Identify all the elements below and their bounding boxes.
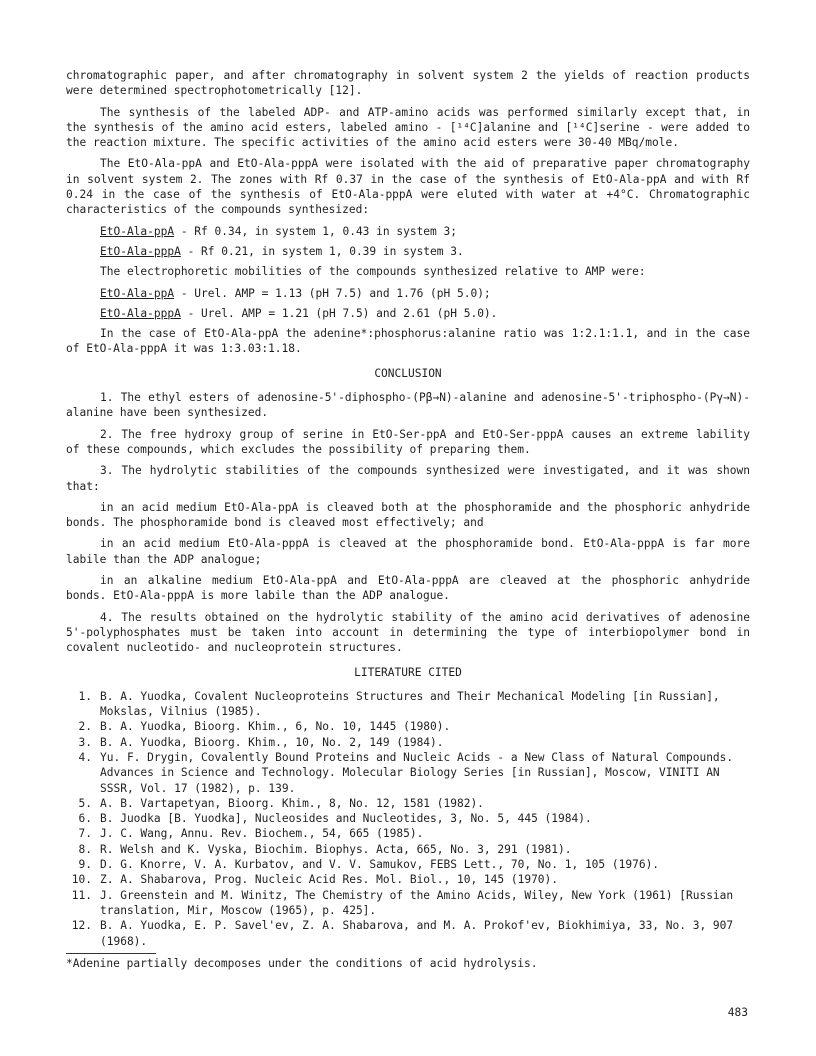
paragraph-isolation: The EtO-Ala-ppA and EtO-Ala-pppA were isolated with the aid of preparative paper chromatography in solvent system 2. The zones with Rf 0.37 in the case of the synthesis of EtO-Ala-ppA and with Rf 0.24 in the case of the synthesis of EtO-Ala-pppA were eluted with water at +4°C. Chromatographic characteristics of the compounds synthesized: bbox=[66, 157, 750, 217]
reference-item bbox=[66, 719, 750, 734]
reference-number: 2. bbox=[78, 720, 92, 734]
paragraph-labeled-synthesis: The synthesis of the labeled ADP- and ATP-amino acids was performed similarly except that, in the synthesis of the amino acid esters, labeled amino - [¹⁴C]alanine and [¹⁴C]serine - were added to the reaction mixture. The specific activities of the amino acid esters were 30-40 MBq/mole. bbox=[66, 105, 750, 150]
mobility-values: - Urel. AMP = 1.21 (pH 7.5) and 2.61 (pH 5.0). bbox=[180, 306, 498, 320]
conclusion-item: 1. The ethyl esters of adenosine-5'-diphospho-(Pβ→N)-alanine and adenosine-5'-triphospho-(Pγ→N)-alanine have been synthesized. bbox=[66, 391, 750, 420]
mobility-values: - Urel. AMP = 1.13 (pH 7.5) and 1.76 (pH 5.0); bbox=[174, 286, 491, 300]
reference-item bbox=[66, 918, 750, 949]
compound-name: EtO-Ala-ppA bbox=[100, 286, 175, 300]
rf-line-pppa bbox=[100, 244, 750, 259]
reference-text: B. A. Yuodka, Bioorg. Khim., 6, No. 10, 1445 (1980). bbox=[100, 720, 451, 734]
conclusion-item: in an alkaline medium EtO-Ala-ppA and EtO-Ala-pppA are cleaved at the phosphoric anhydride bonds. EtO-Ala-pppA is more labile than the ADP analogue. bbox=[66, 574, 750, 603]
conclusion-item: 2. The free hydroxy group of serine in EtO-Ser-ppA and EtO-Ser-pppA causes an extreme lability of these compounds, which excludes the possibility of preparing them. bbox=[66, 427, 750, 456]
footnote: *Adenine partially decomposes under the conditions of acid hydrolysis. bbox=[66, 956, 538, 970]
conclusion-item: in an acid medium EtO-Ala-ppA is cleaved both at the phosphoramide and the phosphoric anhydride bonds. The phosphoramide bond is cleaved most effectively; and bbox=[66, 500, 750, 530]
reference-number: 10. bbox=[71, 873, 92, 887]
compound-name: EtO-Ala-pppA bbox=[100, 244, 181, 258]
page-number: 483 bbox=[727, 1006, 748, 1019]
reference-text: A. B. Vartapetyan, Bioorg. Khim., 8, No. 12, 1581 (1982). bbox=[100, 796, 484, 810]
reference-text: B. A. Yuodka, Covalent Nucleoproteins Structures and Their Mechanical Modeling [in Russian], Mokslas, Vilnius (1985). bbox=[100, 689, 720, 719]
footnote-divider bbox=[66, 953, 156, 954]
reference-number: 5. bbox=[78, 796, 92, 810]
reference-item bbox=[66, 888, 750, 919]
reference-item bbox=[66, 826, 750, 841]
reference-item bbox=[66, 872, 750, 887]
paragraph-continued: chromatographic paper, and after chromatography in solvent system 2 the yields of reaction products were determined spectrophotometrically [12]. bbox=[66, 69, 750, 98]
conclusion-heading: CONCLUSION bbox=[374, 366, 442, 380]
reference-item bbox=[66, 689, 750, 720]
reference-item bbox=[66, 735, 750, 750]
reference-number: 7. bbox=[78, 827, 92, 841]
reference-text: B. Juodka [B. Yuodka], Nucleosides and Nucleotides, 3, No. 5, 445 (1984). bbox=[100, 812, 592, 826]
reference-text: B. A. Yuodka, E. P. Savel'ev, Z. A. Shabarova, and M. A. Prokof'ev, Biokhimiya, 33, No. 3, 907 (1968). bbox=[100, 919, 734, 948]
paragraph-electrophoresis: The electrophoretic mobilities of the compounds synthesized relative to AMP were: bbox=[100, 265, 646, 279]
paragraph-ratio: In the case of EtO-Ala-ppA the adenine*:phosphorus:alanine ratio was 1:2.1:1.1, and in the case of EtO-Ala-pppA it was 1:3.03:1.18. bbox=[66, 327, 750, 356]
reference-number: 8. bbox=[78, 842, 92, 856]
conclusion-item: 3. The hydrolytic stabilities of the compounds synthesized were investigated, and it was shown that: bbox=[66, 464, 750, 493]
page-body bbox=[66, 68, 750, 971]
rf-values: - Rf 0.21, in system 1, 0.39 in system 3. bbox=[180, 244, 464, 258]
reference-number: 4. bbox=[78, 750, 92, 764]
mobility-line-pppa bbox=[100, 306, 750, 321]
reference-text: D. G. Knorre, V. A. Kurbatov, and V. V. Samukov, FEBS Lett., 70, No. 1, 105 (1976). bbox=[100, 858, 660, 872]
reference-item bbox=[66, 857, 750, 872]
compound-name: EtO-Ala-ppA bbox=[100, 224, 175, 238]
reference-item bbox=[66, 796, 750, 811]
reference-item bbox=[66, 842, 750, 857]
reference-number: 12. bbox=[71, 919, 92, 933]
reference-text: B. A. Yuodka, Bioorg. Khim., 10, No. 2, 149 (1984). bbox=[100, 735, 444, 749]
reference-text: Z. A. Shabarova, Prog. Nucleic Acid Res. Mol. Biol., 10, 145 (1970). bbox=[100, 873, 559, 887]
reference-list bbox=[66, 689, 750, 949]
reference-text: J. C. Wang, Annu. Rev. Biochem., 54, 665 (1985). bbox=[100, 827, 424, 841]
reference-number: 3. bbox=[78, 735, 92, 749]
conclusion-item: in an acid medium EtO-Ala-pppA is cleaved at the phosphoramide bond. EtO-Ala-pppA is far more labile than the ADP analogue; bbox=[66, 537, 750, 566]
reference-number: 6. bbox=[78, 812, 92, 826]
rf-values: - Rf 0.34, in system 1, 0.43 in system 3; bbox=[174, 224, 457, 238]
reference-item bbox=[66, 811, 750, 826]
reference-text: R. Welsh and K. Vyska, Biochim. Biophys. Acta, 665, No. 3, 291 (1981). bbox=[100, 842, 572, 856]
rf-line-ppa bbox=[100, 224, 750, 239]
reference-number: 1. bbox=[78, 689, 92, 703]
compound-name: EtO-Ala-pppA bbox=[100, 306, 181, 320]
reference-text: Yu. F. Drygin, Covalently Bound Proteins and Nucleic Acids - a New Class of Natural Compounds. Advances in Science and Technology. Molecular Biology Series [in Russian], Moscow, VINITI AN SSSR, Vol. 17 (1982), p. 139. bbox=[100, 750, 734, 795]
reference-number: 11. bbox=[71, 888, 92, 902]
conclusion-item: 4. The results obtained on the hydrolytic stability of the amino acid derivatives of adenosine 5'-polyphosphates must be taken into account in determining the type of interbiopolymer bond in covalent nucleotido- and nucleoprotein structures. bbox=[66, 610, 750, 655]
mobility-line-ppa bbox=[100, 286, 750, 301]
reference-text: J. Greenstein and M. Winitz, The Chemistry of the Amino Acids, Wiley, New York (1961) [Russian translation, Mir, Moscow (1965), p. 425]. bbox=[100, 888, 734, 917]
reference-item bbox=[66, 750, 750, 796]
reference-number: 9. bbox=[78, 858, 92, 872]
literature-heading: LITERATURE CITED bbox=[354, 665, 462, 679]
